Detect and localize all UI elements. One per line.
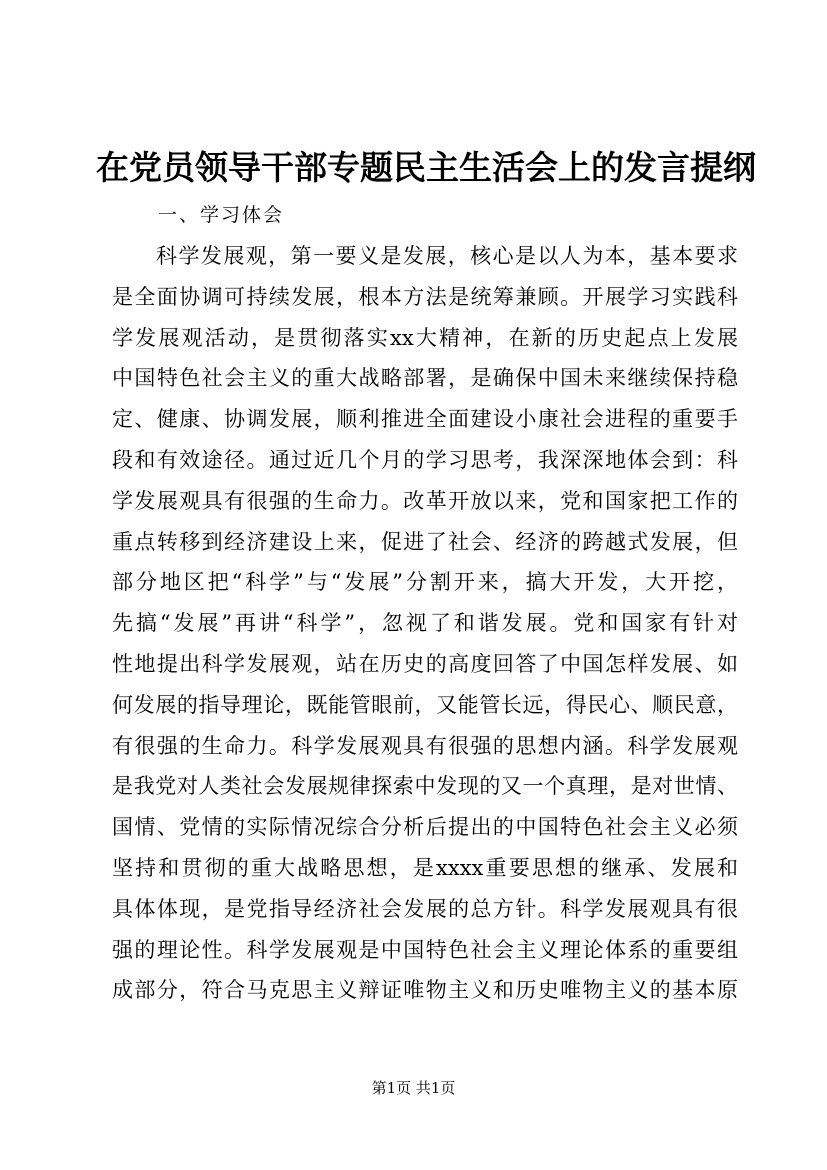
body-line: 中国特色社会主义的重大战略部署，是确保中国未来继续保持稳 xyxy=(112,366,738,391)
body-line: 强的理论性。科学发展观是中国特色社会主义理论体系的重要组 xyxy=(112,937,738,962)
body-line: 有很强的生命力。科学发展观具有很强的思想内涵。科学发展观 xyxy=(112,733,738,758)
body-line: 成部分，符合马克思主义辩证唯物主义和历史唯物主义的基本原 xyxy=(112,978,738,1003)
body-line: 是我党对人类社会发展规律探索中发现的又一个真理，是对世情、 xyxy=(112,774,738,799)
body-line: 部分地区把“科学”与“发展”分割开来，搞大开发，大开挖， xyxy=(112,570,738,595)
body-line: 何发展的指导理论，既能管眼前，又能管长远，得民心、顺民意， xyxy=(112,692,738,717)
body-text xyxy=(112,236,738,1011)
section-heading: 一、学习体会 xyxy=(158,204,285,226)
body-line: 具体体现，是党指导经济社会发展的总方针。科学发展观具有很 xyxy=(112,896,738,921)
body-line: 科学发展观，第一要义是发展，核心是以人为本，基本要求 xyxy=(156,244,738,268)
body-line: 坚持和贯彻的重大战略思想，是xxxx重要思想的继承、发展和 xyxy=(112,855,738,880)
body-line: 定、健康、协调发展，顺利推进全面建设小康社会进程的重要手 xyxy=(112,407,738,432)
document-title: 在党员领导干部专题民主生活会上的发言提纲 xyxy=(96,148,756,187)
body-line: 段和有效途径。通过近几个月的学习思考，我深深地体会到：科 xyxy=(112,447,738,472)
body-line: 重点转移到经济建设上来，促进了社会、经济的跨越式发展，但 xyxy=(112,529,738,554)
body-line: 学发展观具有很强的生命力。改革开放以来，党和国家把工作的 xyxy=(112,488,738,513)
body-line: 是全面协调可持续发展，根本方法是统筹兼顾。开展学习实践科 xyxy=(112,284,738,309)
page-footer: 第1页 共1页 xyxy=(371,1079,456,1097)
body-line: 先搞“发展”再讲“科学”，忽视了和谐发展。党和国家有针对 xyxy=(112,611,738,636)
body-line: 国情、党情的实际情况综合分析后提出的中国特色社会主义必须 xyxy=(112,815,738,840)
body-line: 性地提出科学发展观，站在历史的高度回答了中国怎样发展、如 xyxy=(112,651,738,676)
body-line: 学发展观活动，是贯彻落实xx大精神，在新的历史起点上发展 xyxy=(112,325,738,350)
